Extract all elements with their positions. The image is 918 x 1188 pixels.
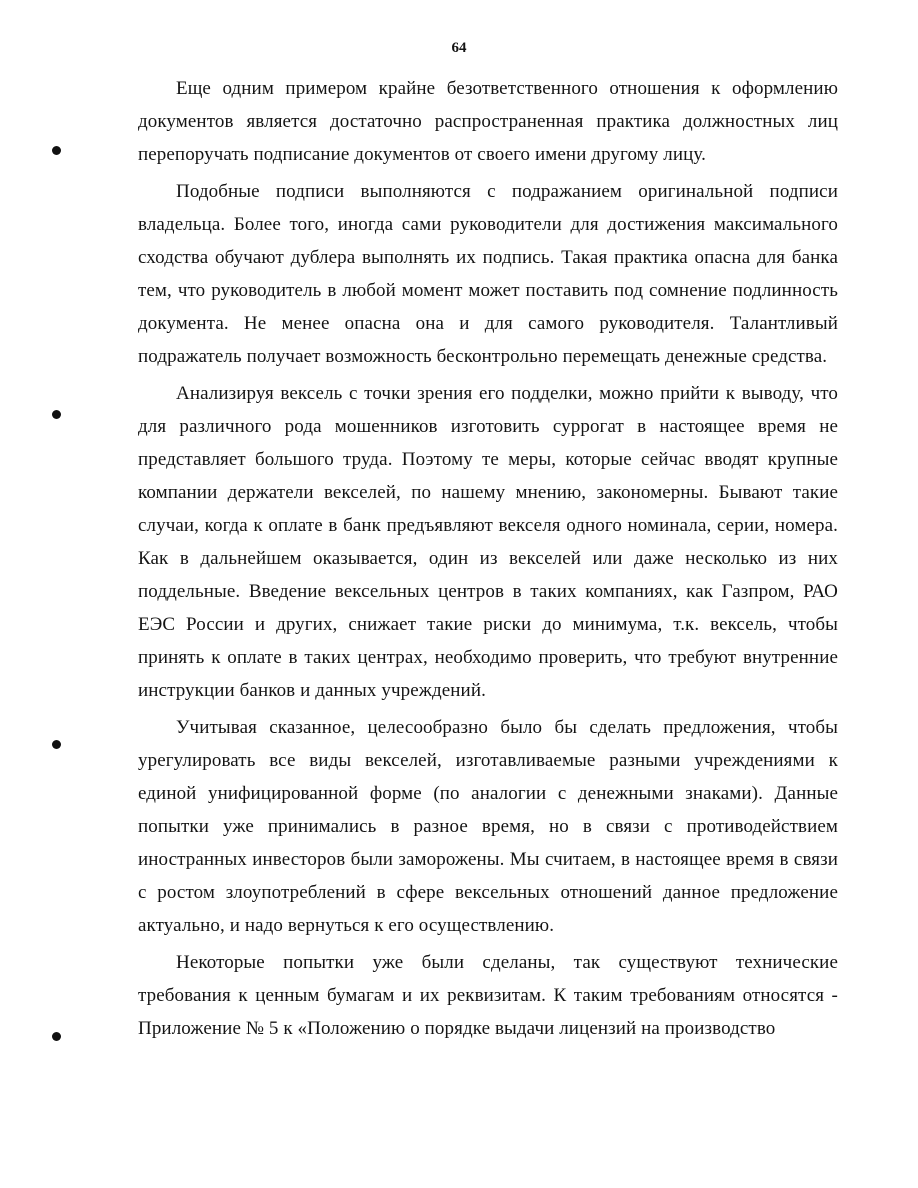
paragraph-signature-delegation: Еще одним примером крайне безответственного отношения к оформлению документов является достаточно распространенная практика должностных лиц перепоручать подписание документов от своего имени другому лицу. — [138, 78, 838, 165]
paragraph-bill-forgery: Анализируя вексель с точки зрения его подделки, можно прийти к выводу, что для различного рода мошенников изготовить суррогат в настоящее время не представляет большого труда. Поэтому те меры, которые сейчас вводят крупные компании держатели векселей, по нашему мнению, закономерны. Бывают такие случаи, когда к оплате в банк предъявляют векселя одного номинала, серии, номера. Как в дальнейшем оказывается, один из векселей или даже несколько из них поддельные. Введение вексельных центров в таких компаниях, как Газпром, РАО ЕЭС России и других, снижает такие риски до минимума, т.к. вексель, чтобы принять к оплате в таких центрах, необходимо проверить, что требуют внутренние инструкции банков и данных учреждений. — [138, 383, 838, 701]
paragraph-unified-form: Учитывая сказанное, целесообразно было бы сделать предложения, чтобы урегулировать все виды векселей, изготавливаемые разными учреждениями к единой унифицированной форме (по аналогии с денежными знаками). Данные попытки уже принимались в разное время, но в связи с противодействием иностранных инвесторов были заморожены. Мы считаем, в настоящее время в связи с ростом злоупотреблений в сфере вексельных отношений данное предложение актуально, и надо вернуться к его осуществлению. — [138, 717, 838, 936]
paragraph-signature-imitation: Подобные подписи выполняются с подражанием оригинальной подписи владельца. Более того, иногда сами руководители для достижения максимального сходства обучают дублера выполнять их подпись. Такая практика опасна для банка тем, что руководитель в любой момент может поставить под сомнение подлинность документа. Не менее опасна она и для самого руководителя. Талантливый подражатель получает возможность бесконтрольно перемещать денежные средства. — [138, 181, 838, 367]
body-text — [138, 72, 838, 1045]
punch-hole-mark — [52, 740, 61, 749]
punch-hole-mark — [52, 1032, 61, 1041]
punch-hole-mark — [52, 410, 61, 419]
page-number: 64 — [451, 40, 467, 56]
punch-hole-mark — [52, 146, 61, 155]
paragraph-technical-requirements: Некоторые попытки уже были сделаны, так существуют технические требования к ценным бумагам и их реквизитам. К таким требованиям относятся - Приложение № 5 к «Положению о порядке выдачи лицензий на производство — [138, 952, 838, 1039]
